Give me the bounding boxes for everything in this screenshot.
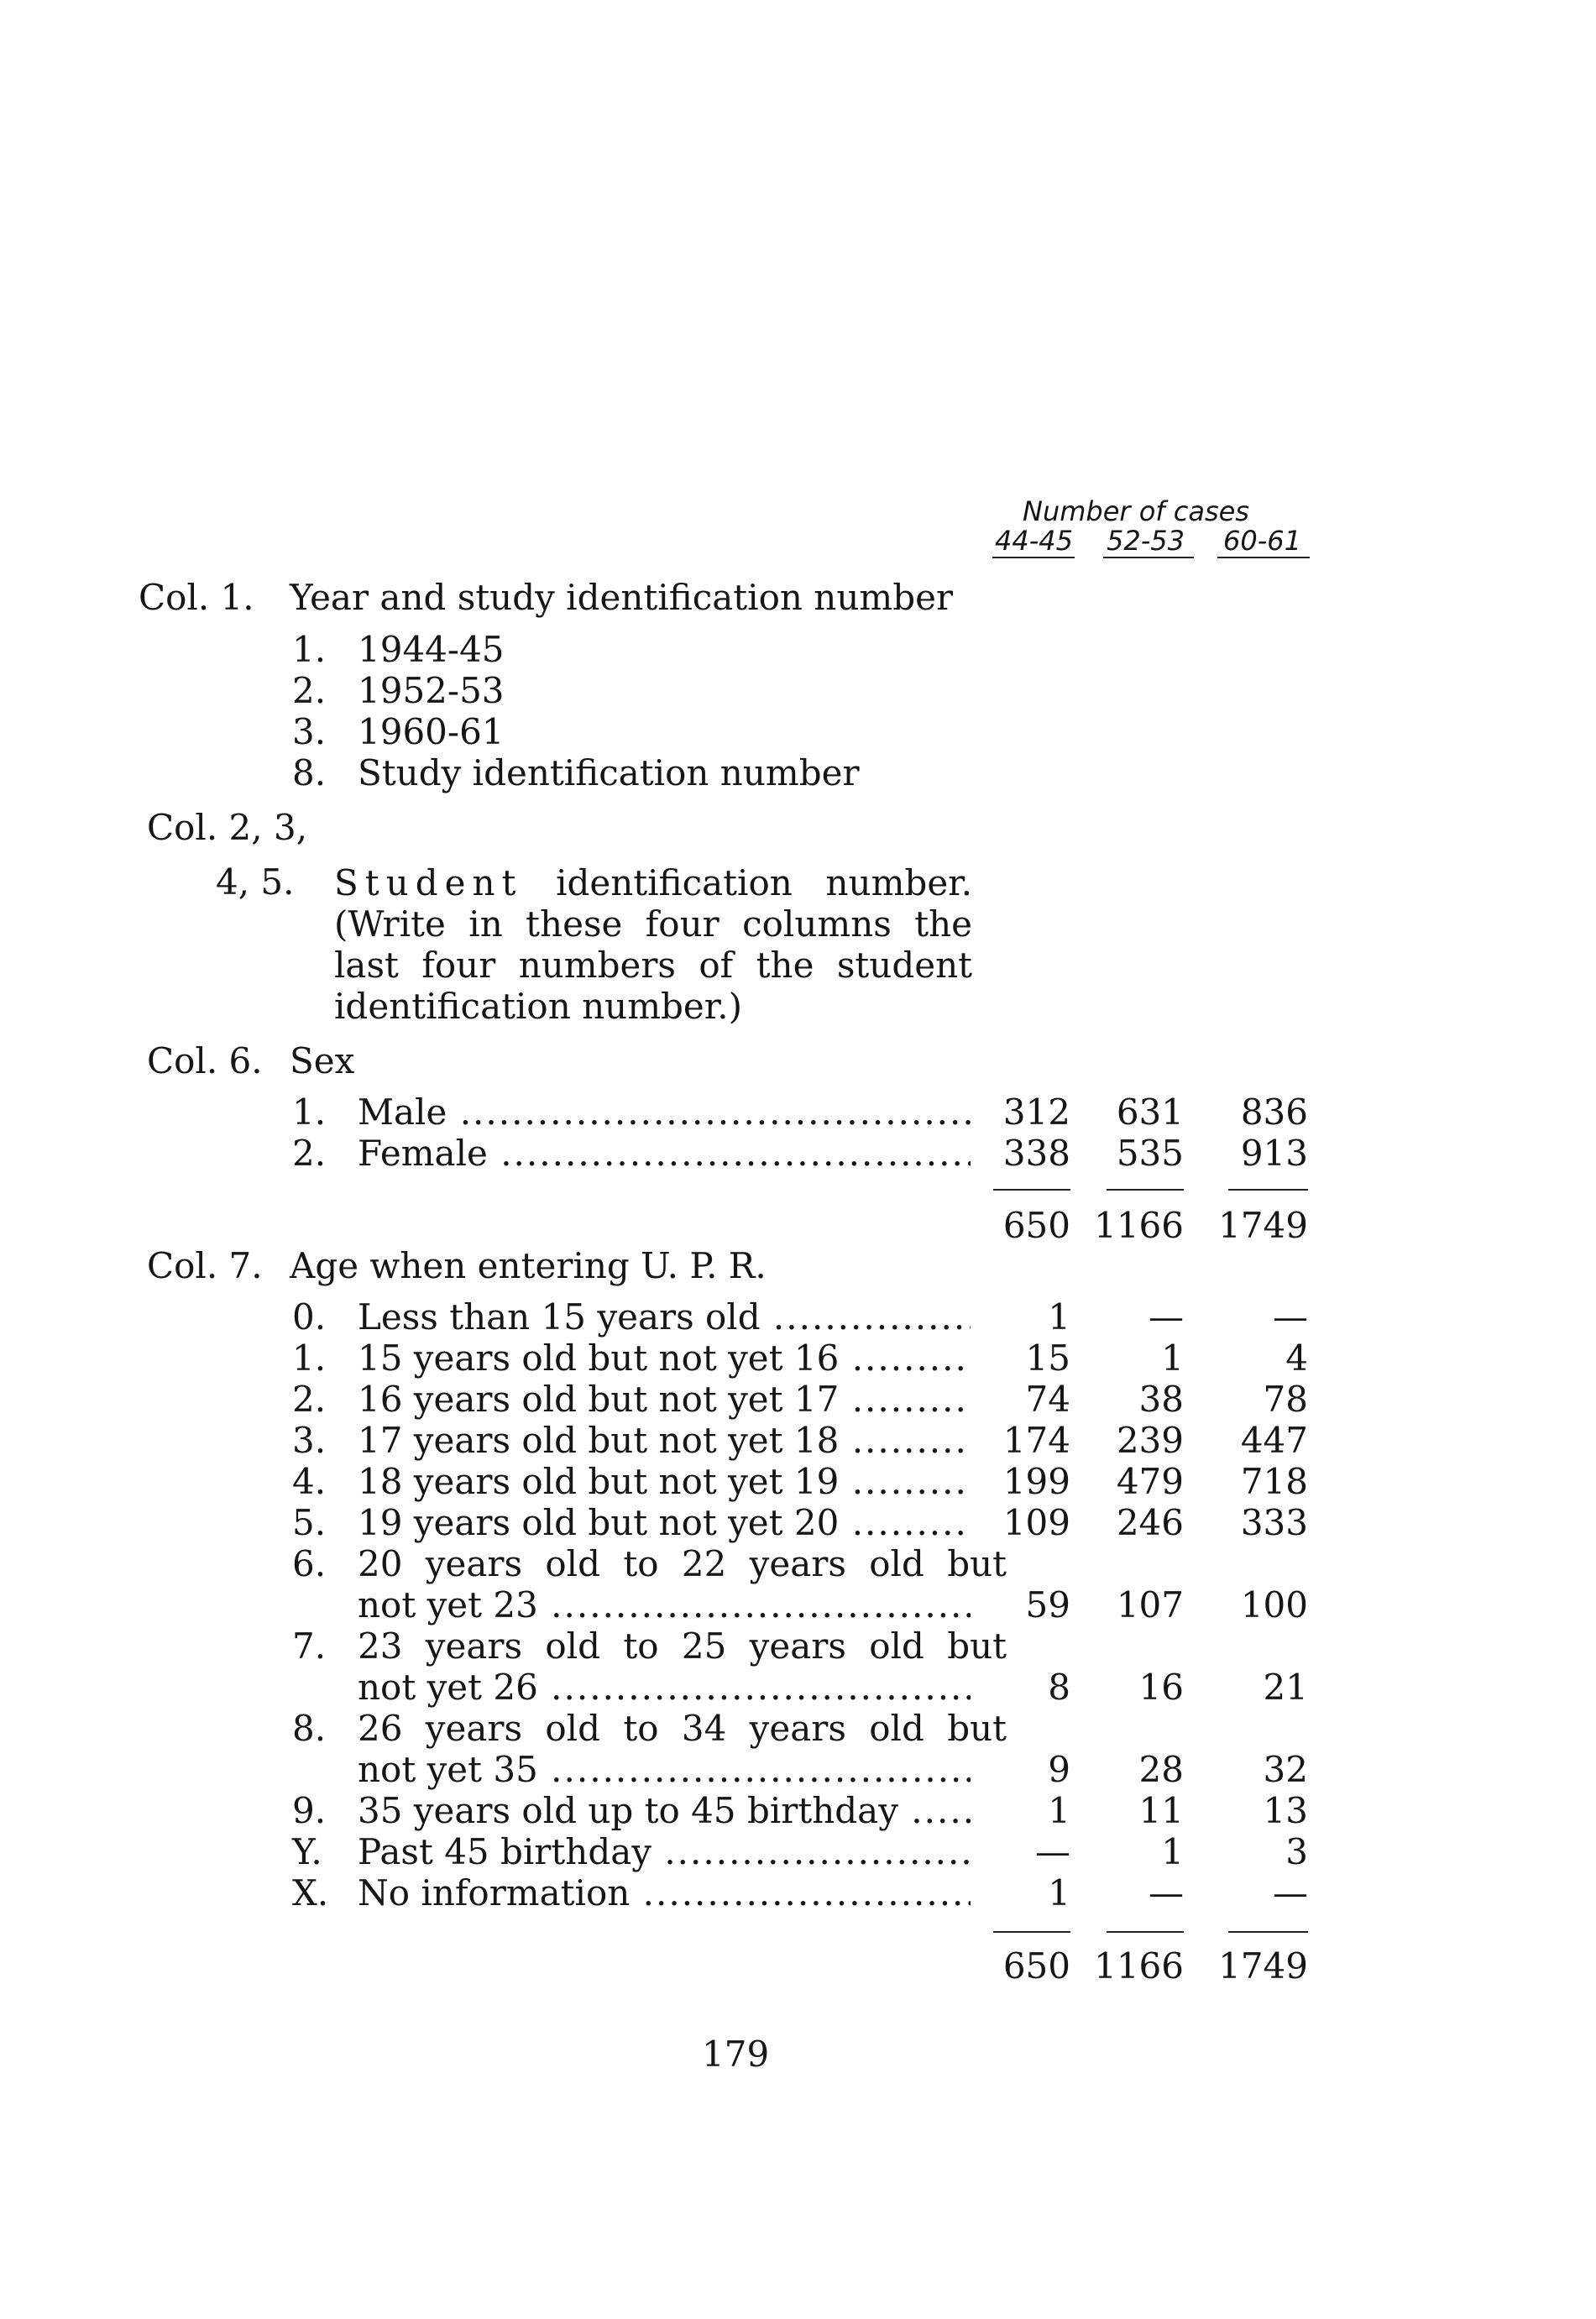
age-value: 74 [1025,1379,1070,1420]
age-row-label: Less than 15 years old ..... [358,1297,971,1337]
header-underline-2 [1103,557,1194,558]
sex-row-label: Female ..... [358,1133,971,1174]
age-row-label: 16 years old but not yet 17 ..... [358,1379,971,1420]
sex-row-code: 1. [292,1091,327,1133]
sex-row-code: 2. [292,1133,327,1174]
sex-value: 836 [1240,1091,1308,1133]
sex-total: 1166 [1094,1205,1184,1246]
age-value: 1 [1161,1831,1184,1872]
col1-item-code: 2. [292,670,327,711]
sex-total: 1749 [1218,1205,1308,1246]
column-header-44-45: 44-45 [995,525,1073,557]
header-underline-3 [1217,557,1310,558]
col1-item-code: 8. [292,752,327,793]
age-row-label: not yet 26 ..... [358,1667,971,1708]
age-row-code: X. [292,1872,329,1913]
sex-total-rule [993,1189,1070,1191]
age-value: 15 [1025,1337,1070,1379]
col1-item-text: Study identification number [358,752,860,793]
age-row-code: 4. [292,1461,327,1502]
age-value: 78 [1263,1379,1308,1420]
age-row-code: 9. [292,1790,327,1831]
age-total: 1749 [1218,1945,1308,1987]
age-row-label: 15 years old but not yet 16 ..... [358,1338,971,1379]
col7-title: Age when entering U. P. R. [290,1245,767,1286]
page-number: 179 [702,2034,770,2075]
col7-label: Col. 7. [147,1245,263,1286]
age-total-rule [1107,1931,1184,1933]
age-row-label-line1: 23 years old to 25 years old but [358,1625,1007,1667]
age-row-label: 17 years old but not yet 18 ..... [358,1421,971,1461]
student-spaced-word: Student [334,862,523,903]
age-value: 8 [1048,1667,1070,1708]
col1-item-text: 1952-53 [358,670,505,711]
age-row-code: 0. [292,1296,327,1337]
age-row-label-line1: 26 years old to 34 years old but [358,1708,1007,1749]
age-row-code: 2. [292,1379,327,1420]
age-row-label: not yet 35 ..... [358,1750,971,1790]
age-value: 11 [1138,1790,1184,1831]
age-value: 239 [1116,1420,1184,1461]
column-header-52-53: 52-53 [1107,525,1185,557]
age-value: 107 [1116,1584,1184,1625]
age-value: 1 [1048,1790,1070,1831]
age-row-label: 18 years old but not yet 19 ..... [358,1462,971,1502]
age-value: 32 [1263,1749,1308,1790]
age-value: — [1149,1872,1184,1913]
age-value: 9 [1048,1749,1070,1790]
age-value: — [1273,1296,1308,1337]
age-value: 3 [1285,1831,1308,1872]
col1-item-text: 1944-45 [358,629,505,670]
age-value: 1 [1048,1296,1070,1337]
col6-title: Sex [290,1040,355,1081]
age-row-code: 3. [292,1420,327,1461]
student-id-description [334,862,972,1027]
col1-title: Year and study identification number [290,577,954,618]
age-value: 246 [1116,1502,1184,1543]
age-value: — [1035,1831,1070,1872]
age-value: 1 [1161,1337,1184,1379]
age-row-code: 6. [292,1543,327,1584]
age-value: 199 [1002,1461,1070,1502]
col2345-label-line2: 4, 5. [216,861,295,903]
age-value: 718 [1240,1461,1308,1502]
col1-item-code: 3. [292,711,327,752]
age-value: 4 [1285,1337,1308,1379]
age-value: 100 [1240,1584,1308,1625]
sex-value: 913 [1240,1133,1308,1174]
header-underline-1 [992,557,1075,558]
age-value: 333 [1240,1502,1308,1543]
column-header-60-61: 60-61 [1223,525,1301,557]
sex-value: 535 [1116,1133,1184,1174]
student-id-text: identification number. (Write in these four columns the last four numbers of the student identification number.) [334,862,972,1027]
age-total: 1166 [1094,1945,1184,1987]
age-row-label: not yet 23 ..... [358,1585,971,1625]
age-row-code: 8. [292,1708,327,1749]
age-row-code: 7. [292,1625,327,1667]
age-value: 21 [1263,1667,1308,1708]
sex-total: 650 [1002,1205,1070,1246]
age-value: 447 [1240,1420,1308,1461]
sex-row-label: Male ..... [358,1092,971,1133]
col1-item-text: 1960-61 [358,711,505,752]
col1-label: Col. 1. [139,577,254,618]
sex-total-rule [1107,1189,1184,1191]
age-value: 109 [1002,1502,1070,1543]
col6-label: Col. 6. [147,1040,263,1081]
cases-header-title: Number of cases [1023,495,1249,527]
col2345-label-line1: Col. 2, 3, [147,807,308,848]
age-row-code: 5. [292,1502,327,1543]
age-value: 28 [1138,1749,1184,1790]
age-row-label: Past 45 birthday ..... [358,1832,971,1872]
age-value: 479 [1116,1461,1184,1502]
age-row-label: No information ..... [358,1873,971,1913]
age-value: 38 [1138,1379,1184,1420]
age-total: 650 [1002,1945,1070,1987]
age-value: — [1273,1872,1308,1913]
sex-value: 312 [1002,1091,1070,1133]
age-value: 1 [1048,1872,1070,1913]
age-row-label: 19 years old but not yet 20 ..... [358,1503,971,1543]
age-value: 13 [1263,1790,1308,1831]
age-value: 59 [1025,1584,1070,1625]
age-total-rule [1228,1931,1308,1933]
sex-total-rule [1228,1189,1308,1191]
age-row-label-line1: 20 years old to 22 years old but [358,1543,1007,1584]
age-row-label: 35 years old up to 45 birthday ..... [358,1791,971,1831]
sex-value: 338 [1002,1133,1070,1174]
sex-value: 631 [1116,1091,1184,1133]
col1-item-code: 1. [292,629,327,670]
age-value: 174 [1002,1420,1070,1461]
age-value: — [1149,1296,1184,1337]
age-total-rule [993,1931,1070,1933]
age-row-code: Y. [292,1831,322,1872]
age-value: 16 [1138,1667,1184,1708]
age-row-code: 1. [292,1337,327,1379]
